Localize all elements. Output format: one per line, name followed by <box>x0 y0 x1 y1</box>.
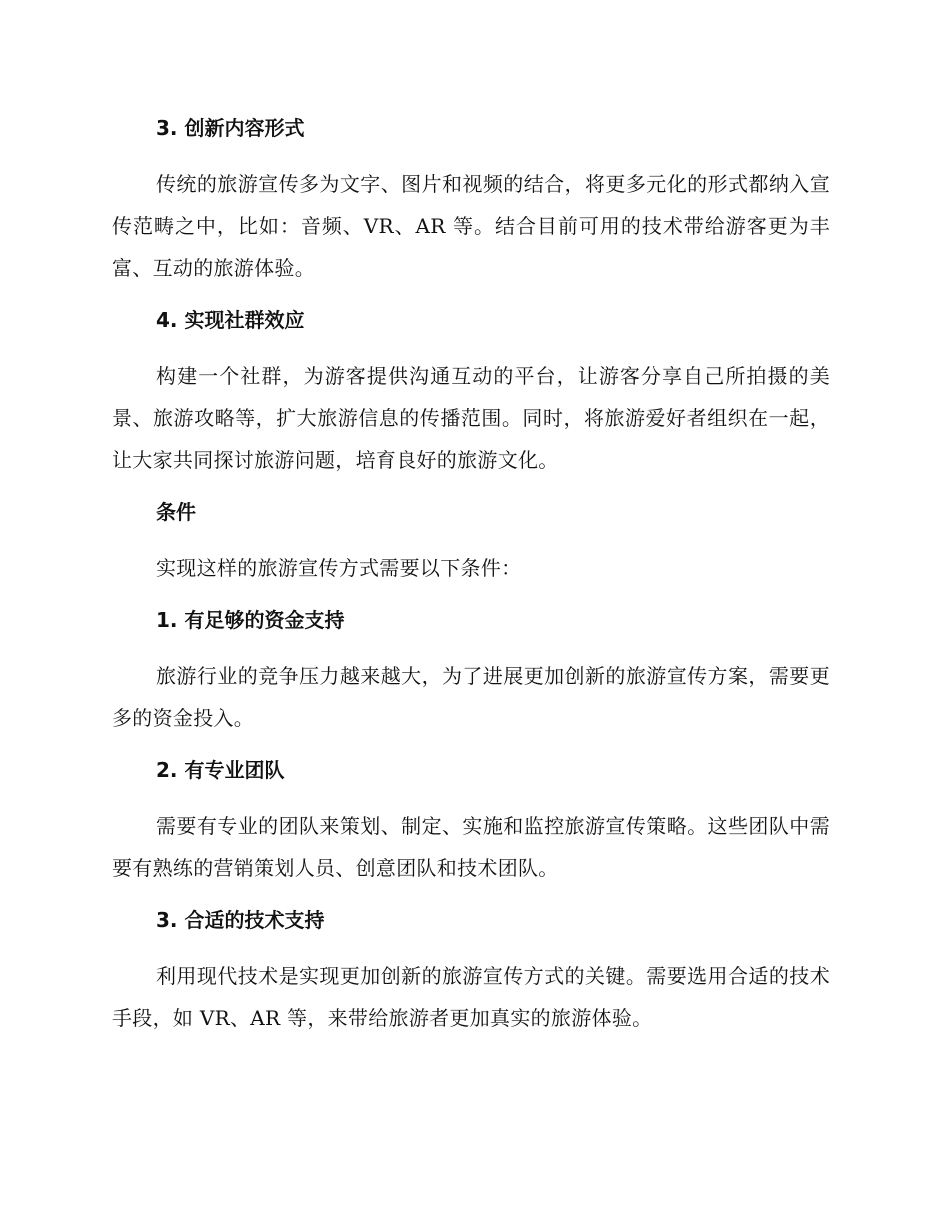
section-heading-professional-team: 2. 有专业团队 <box>156 758 285 782</box>
section-heading-conditions: 条件 <box>156 500 196 524</box>
paragraph-technology-support: 利用现代技术是实现更加创新的旅游宣传方式的关键。需要选用合适的技术手段，如 VR、AR 等，来带给旅游者更加真实的旅游体验。 <box>112 964 830 1030</box>
section-heading-innovative-content: 3. 创新内容形式 <box>156 116 305 140</box>
paragraph-conditions-intro: 实现这样的旅游宣传方式需要以下条件： <box>156 556 522 580</box>
paragraph-innovative-content: 传统的旅游宣传多为文字、图片和视频的结合，将更多元化的形式都纳入宣传范畴之中，比如：音频、VR、AR 等。结合目前可用的技术带给游客更为丰富、互动的旅游体验。 <box>112 172 830 280</box>
paragraph-funding: 旅游行业的竞争压力越来越大，为了进展更加创新的旅游宣传方案，需要更多的资金投入。 <box>112 664 830 730</box>
section-heading-community-effect: 4. 实现社群效应 <box>156 308 305 332</box>
section-heading-funding: 1. 有足够的资金支持 <box>156 608 345 632</box>
paragraph-community-effect: 构建一个社群，为游客提供沟通互动的平台，让游客分享自己所拍摄的美景、旅游攻略等，扩大旅游信息的传播范围。同时，将旅游爱好者组织在一起，让大家共同探讨旅游问题，培育良好的旅游文化。 <box>112 364 830 472</box>
document-body <box>112 108 830 1039</box>
section-heading-technology-support: 3. 合适的技术支持 <box>156 908 325 932</box>
paragraph-professional-team: 需要有专业的团队来策划、制定、实施和监控旅游宣传策略。这些团队中需要有熟练的营销策划人员、创意团队和技术团队。 <box>112 814 830 880</box>
